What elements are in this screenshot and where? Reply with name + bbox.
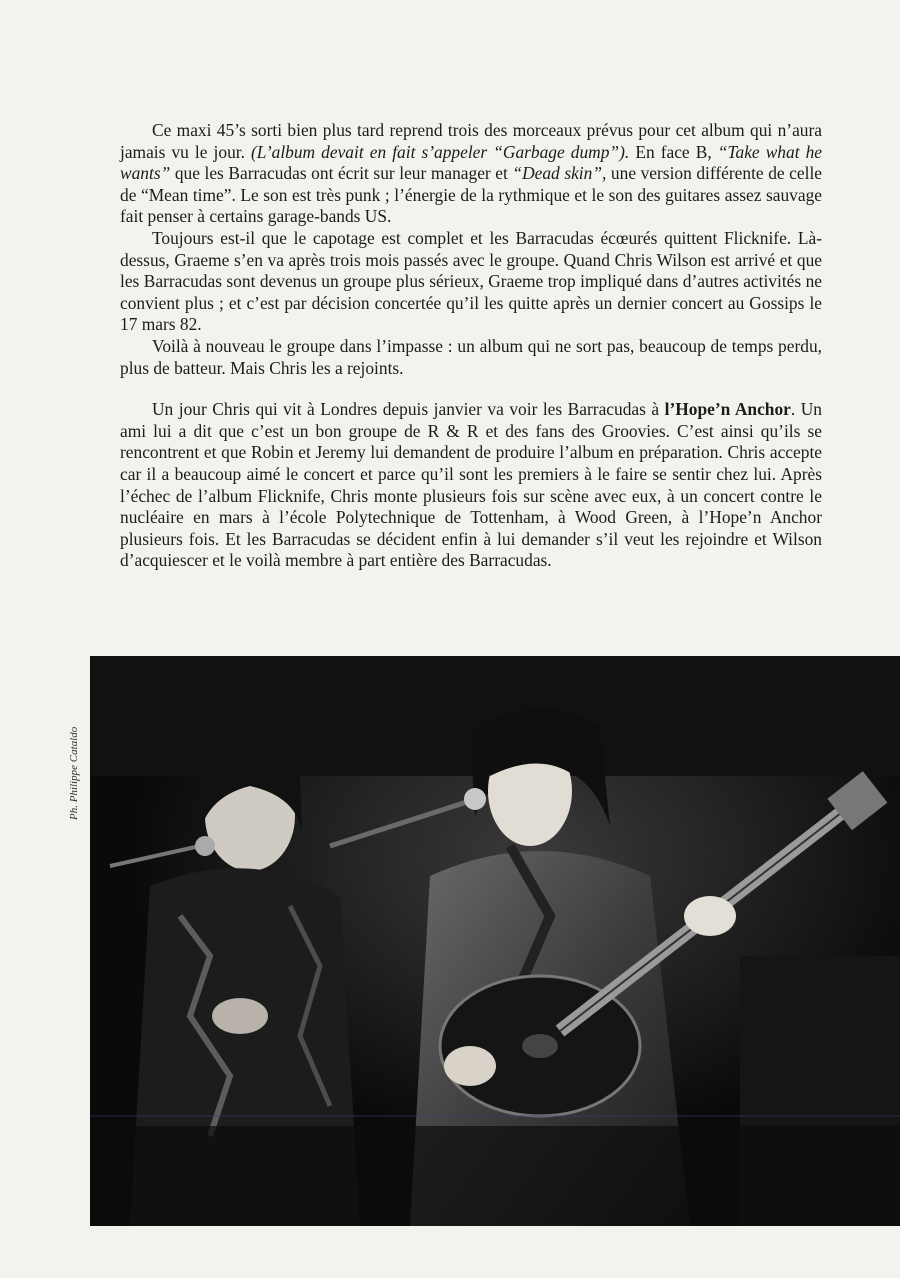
- song-title-dead-skin: “Dead skin”,: [512, 163, 607, 184]
- paragraph-impasse: Voilà à nouveau le groupe dans l’impasse : un album qui ne sort pas, beaucoup de temps perdu, plus de batteur. Mais Chris les a rejoints.: [120, 335, 822, 378]
- photo-credit: Ph. Philippe Cataldo: [68, 726, 80, 820]
- paragraph-chris-wilson: Un jour Chris qui vit à Londres depuis janvier va voir les Barracudas à l’Hope’n Anchor. Un ami lui a dit que c’est un bon groupe de R & R et des fans des Groovies. C’est ainsi qu’ils se rencontrent et que Robin et Jeremy lui demandent de produire l’album en préparation. Chris accepte car il a beaucoup aimé le concert et parce qu’il sont les premiers à le faire se sentir chez lui. Après l’échec de l’album Flicknife, Chris monte plusieurs fois sur scène avec eux, à un concert contre le nucléaire en mars à l’école Polytechnique de Tottenham, à Wood Green, à l’Hope’n Anchor plusieurs fois. Et les Barracudas se décident enfin à lui demander s’il veut les rejoindre et Wilson d’acquiescer et le voilà membre à part entière des Barracudas.: [120, 399, 822, 571]
- album-name-aside: (L’album devait en fait s’appeler “Garbage dump”).: [251, 141, 630, 162]
- song-title-take-what-he-wants: “Take what he wants”: [120, 141, 823, 184]
- paragraph-flicknife: Toujours est-il que le capotage est complet et les Barracudas écœurés quittent Flicknife. Là-dessus, Graeme s’en va après trois mois passés avec le groupe. Quand Chris Wilson est arrivé et que les Barracudas sont devenus un groupe plus sérieux, Graeme trop impliqué dans d’autres activités ne convient plus ; et c’est par décision concertée qu’il les quitte après un dernier concert au Gossips le 17 mars 82.: [120, 227, 822, 335]
- concert-photo-illustration: [90, 656, 900, 1226]
- venue-name: l’Hope’n Anchor: [664, 399, 791, 420]
- paragraph-maxi-45: Ce maxi 45’s sorti bien plus tard reprend trois des morceaux prévus pour cet album qui n’aura jamais vu le jour. (L’album devait en fait s’appeler “Garbage dump”). En face B, “Take what he wants” que les Barracudas ont écrit sur leur manager et “Dead skin”, une version différente de celle de “Mean time”. Le son est très punk ; l’énergie de la rythmique et le son des guitares assez sauvage fait penser à certains garage-bands US.: [120, 120, 823, 227]
- concert-photo: [90, 656, 900, 1226]
- article-text: [120, 120, 822, 572]
